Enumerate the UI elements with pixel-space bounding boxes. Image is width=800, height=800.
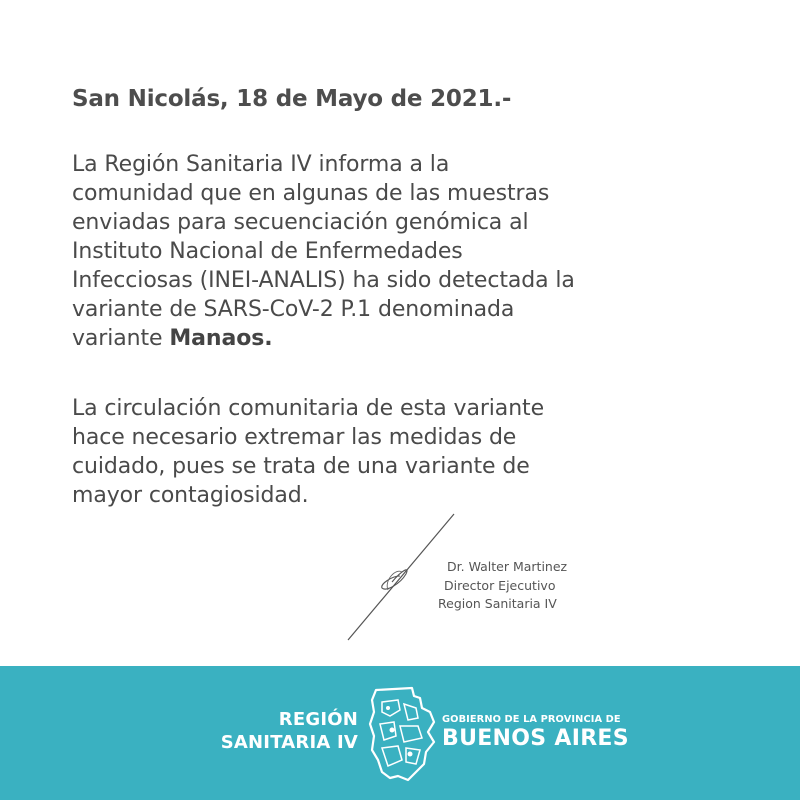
paragraph-circulation: [72, 394, 544, 510]
paragraph-line: hace necesario extremar las medidas de: [72, 425, 517, 450]
paragraph-line: variante de SARS-CoV-2 P.1 denominada: [72, 297, 515, 322]
paragraph-line: Infecciosas (INEI-ANALIS) ha sido detectada la: [72, 268, 575, 293]
footer-banner: [0, 666, 800, 800]
variant-name: Manaos.: [169, 326, 273, 351]
region-logo-text: [200, 708, 358, 754]
signatory-name: Dr. Walter Martinez: [447, 559, 568, 574]
paragraph-line: comunidad que en algunas de las muestras: [72, 181, 550, 206]
date-line: San Nicolás, 18 de Mayo de 2021.-: [72, 86, 512, 112]
government-line: GOBIERNO DE LA PROVINCIA DE: [442, 714, 621, 725]
paragraph-line: Instituto Nacional de Enfermedades: [72, 239, 463, 264]
paragraph-line: La circulación comunitaria de esta variante: [72, 396, 544, 421]
region-line-2: SANITARIA IV: [220, 732, 358, 753]
province-logo-text: [442, 714, 629, 751]
buenos-aires-map-icon: [368, 686, 438, 782]
paragraph-announcement: [72, 150, 575, 353]
paragraph-line: cuidado, pues se trata de una variante de: [72, 454, 530, 479]
province-name: BUENOS AIRES: [442, 726, 629, 751]
signatory-organization: Region Sanitaria IV: [438, 596, 557, 611]
paragraph-last-line: [72, 324, 575, 353]
paragraph-line: enviadas para secuenciación genómica al: [72, 210, 529, 235]
signature-block: [430, 558, 567, 614]
paragraph-line: La Región Sanitaria IV informa a la: [72, 152, 450, 177]
signatory-title: Director Ejecutivo: [444, 577, 556, 593]
paragraph-line: mayor contagiosidad.: [72, 483, 309, 508]
paragraph-line-prefix: variante: [72, 326, 170, 351]
region-line-1: REGIÓN: [278, 709, 358, 730]
